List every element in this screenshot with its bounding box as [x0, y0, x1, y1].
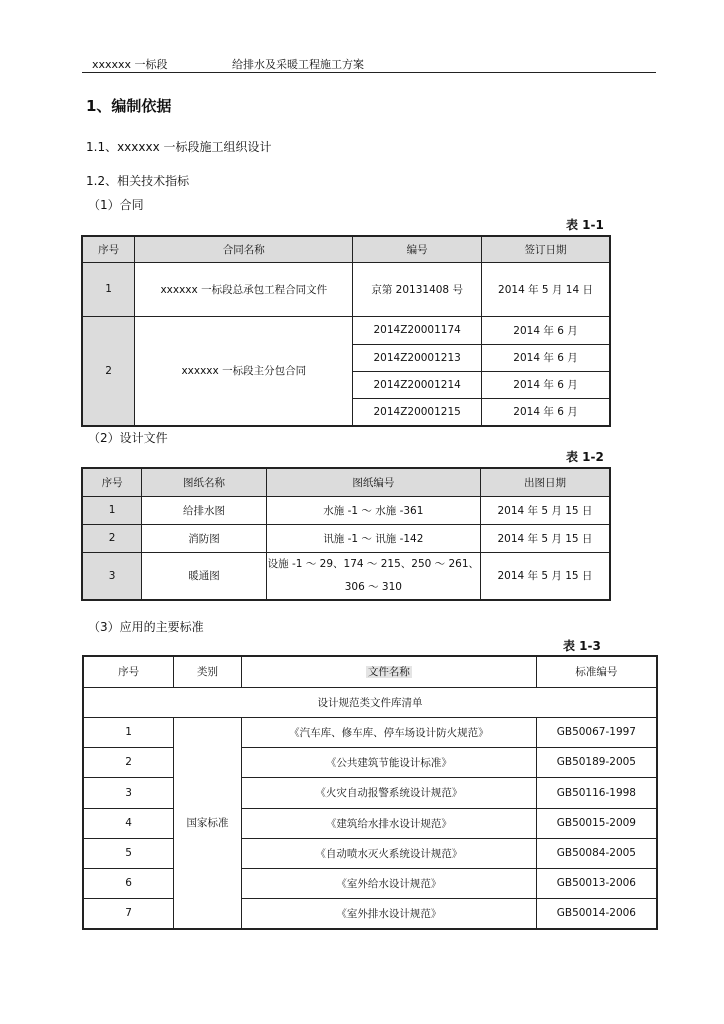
contract-name: xxxxxx 一标段总承包工程合同文件: [135, 262, 353, 316]
section-title: 1、编制依据: [86, 97, 172, 115]
contract-date: 2014 年 6 月: [482, 398, 610, 426]
col-header: 序号: [83, 656, 174, 687]
contract-date: 2014 年 6 月: [482, 344, 610, 371]
standard-name: 《室外给水设计规范》: [241, 868, 536, 898]
header-title: 给排水及采暖工程施工方案: [232, 58, 364, 71]
subsection-1-2: 1.2、相关技术指标: [86, 174, 190, 188]
drawing-code: [266, 552, 480, 600]
standards-table: [82, 655, 658, 930]
drawing-name: 暖通图: [142, 552, 266, 600]
contract-date: 2014 年 5 月 14 日: [482, 262, 610, 316]
standard-name: 《自动喷水灭火系统设计规范》: [241, 838, 536, 868]
standard-code: GB50015-2009: [536, 808, 657, 838]
standard-name: 《室外排水设计规范》: [241, 898, 536, 929]
drawing-code: 水施 -1 ～ 水施 -361: [266, 496, 480, 524]
row-number: 4: [83, 808, 174, 838]
drawing-date: 2014 年 5 月 15 日: [480, 552, 610, 600]
col-header: 序号: [82, 236, 135, 262]
table-1-1-caption: 表 1-1: [566, 218, 604, 232]
category: 国家标准: [174, 717, 242, 929]
contract-heading: （1）合同: [88, 198, 144, 212]
drawing-date: 2014 年 5 月 15 日: [480, 524, 610, 552]
group-title: 设计规范类文件库清单: [83, 687, 657, 717]
contract-name: xxxxxx 一标段主分包合同: [135, 316, 353, 426]
standard-name: 《公共建筑节能设计标准》: [241, 747, 536, 777]
col-header: 序号: [82, 468, 142, 496]
drawing-code-line: 306 ～ 310: [344, 580, 402, 593]
row-number: 2: [83, 747, 174, 777]
table-1-2-caption: 表 1-2: [566, 450, 604, 464]
row-number: 3: [83, 777, 174, 808]
col-header: [241, 656, 536, 687]
col-header: 签订日期: [482, 236, 610, 262]
row-number: 6: [83, 868, 174, 898]
drawing-date: 2014 年 5 月 15 日: [480, 496, 610, 524]
header-rule: [82, 72, 656, 73]
col-header: 图纸名称: [142, 468, 266, 496]
standard-code: GB50189-2005: [536, 747, 657, 777]
standard-code: GB50067-1997: [536, 717, 657, 747]
contract-code: 2014Z20001213: [353, 344, 482, 371]
contract-code: 2014Z20001215: [353, 398, 482, 426]
contract-code: 京第 20131408 号: [353, 262, 482, 316]
contract-code: 2014Z20001174: [353, 316, 482, 344]
drawing-name: 给排水图: [142, 496, 266, 524]
col-header: 合同名称: [135, 236, 353, 262]
contract-date: 2014 年 6 月: [482, 316, 610, 344]
row-number: 2: [82, 316, 135, 426]
standard-name: 《建筑给水排水设计规范》: [241, 808, 536, 838]
header-left: xxxxxx 一标段: [92, 58, 168, 71]
row-number: 2: [82, 524, 142, 552]
standards-heading: （3）应用的主要标准: [88, 620, 204, 634]
drawing-name: 消防图: [142, 524, 266, 552]
subsection-1-1: 1.1、xxxxxx 一标段施工组织设计: [86, 140, 272, 154]
standard-code: GB50013-2006: [536, 868, 657, 898]
standard-code: GB50116-1998: [536, 777, 657, 808]
col-header: 出图日期: [480, 468, 610, 496]
row-number: 1: [82, 262, 135, 316]
design-table: [81, 467, 611, 601]
row-number: 5: [83, 838, 174, 868]
contract-table: [81, 235, 611, 427]
col-header: 编号: [353, 236, 482, 262]
drawing-code-line: 设施 -1 ～ 29、174 ～ 215、250 ～ 261、: [267, 557, 480, 570]
col-header: 标准编号: [536, 656, 657, 687]
row-number: 1: [83, 717, 174, 747]
standard-name: 《汽车库、修车库、停车场设计防火规范》: [241, 717, 536, 747]
standard-code: GB50084-2005: [536, 838, 657, 868]
design-heading: （2）设计文件: [88, 431, 168, 445]
row-number: 7: [83, 898, 174, 929]
contract-date: 2014 年 6 月: [482, 371, 610, 398]
col-header-label: 文件名称: [367, 666, 410, 679]
standard-name: 《火灾自动报警系统设计规范》: [241, 777, 536, 808]
contract-code: 2014Z20001214: [353, 371, 482, 398]
row-number: 1: [82, 496, 142, 524]
col-header: 图纸编号: [266, 468, 480, 496]
col-header: 类别: [174, 656, 242, 687]
row-number: 3: [82, 552, 142, 600]
standard-code: GB50014-2006: [536, 898, 657, 929]
drawing-code: 讯施 -1 ～ 讯施 -142: [266, 524, 480, 552]
table-1-3-caption: 表 1-3: [563, 639, 601, 653]
